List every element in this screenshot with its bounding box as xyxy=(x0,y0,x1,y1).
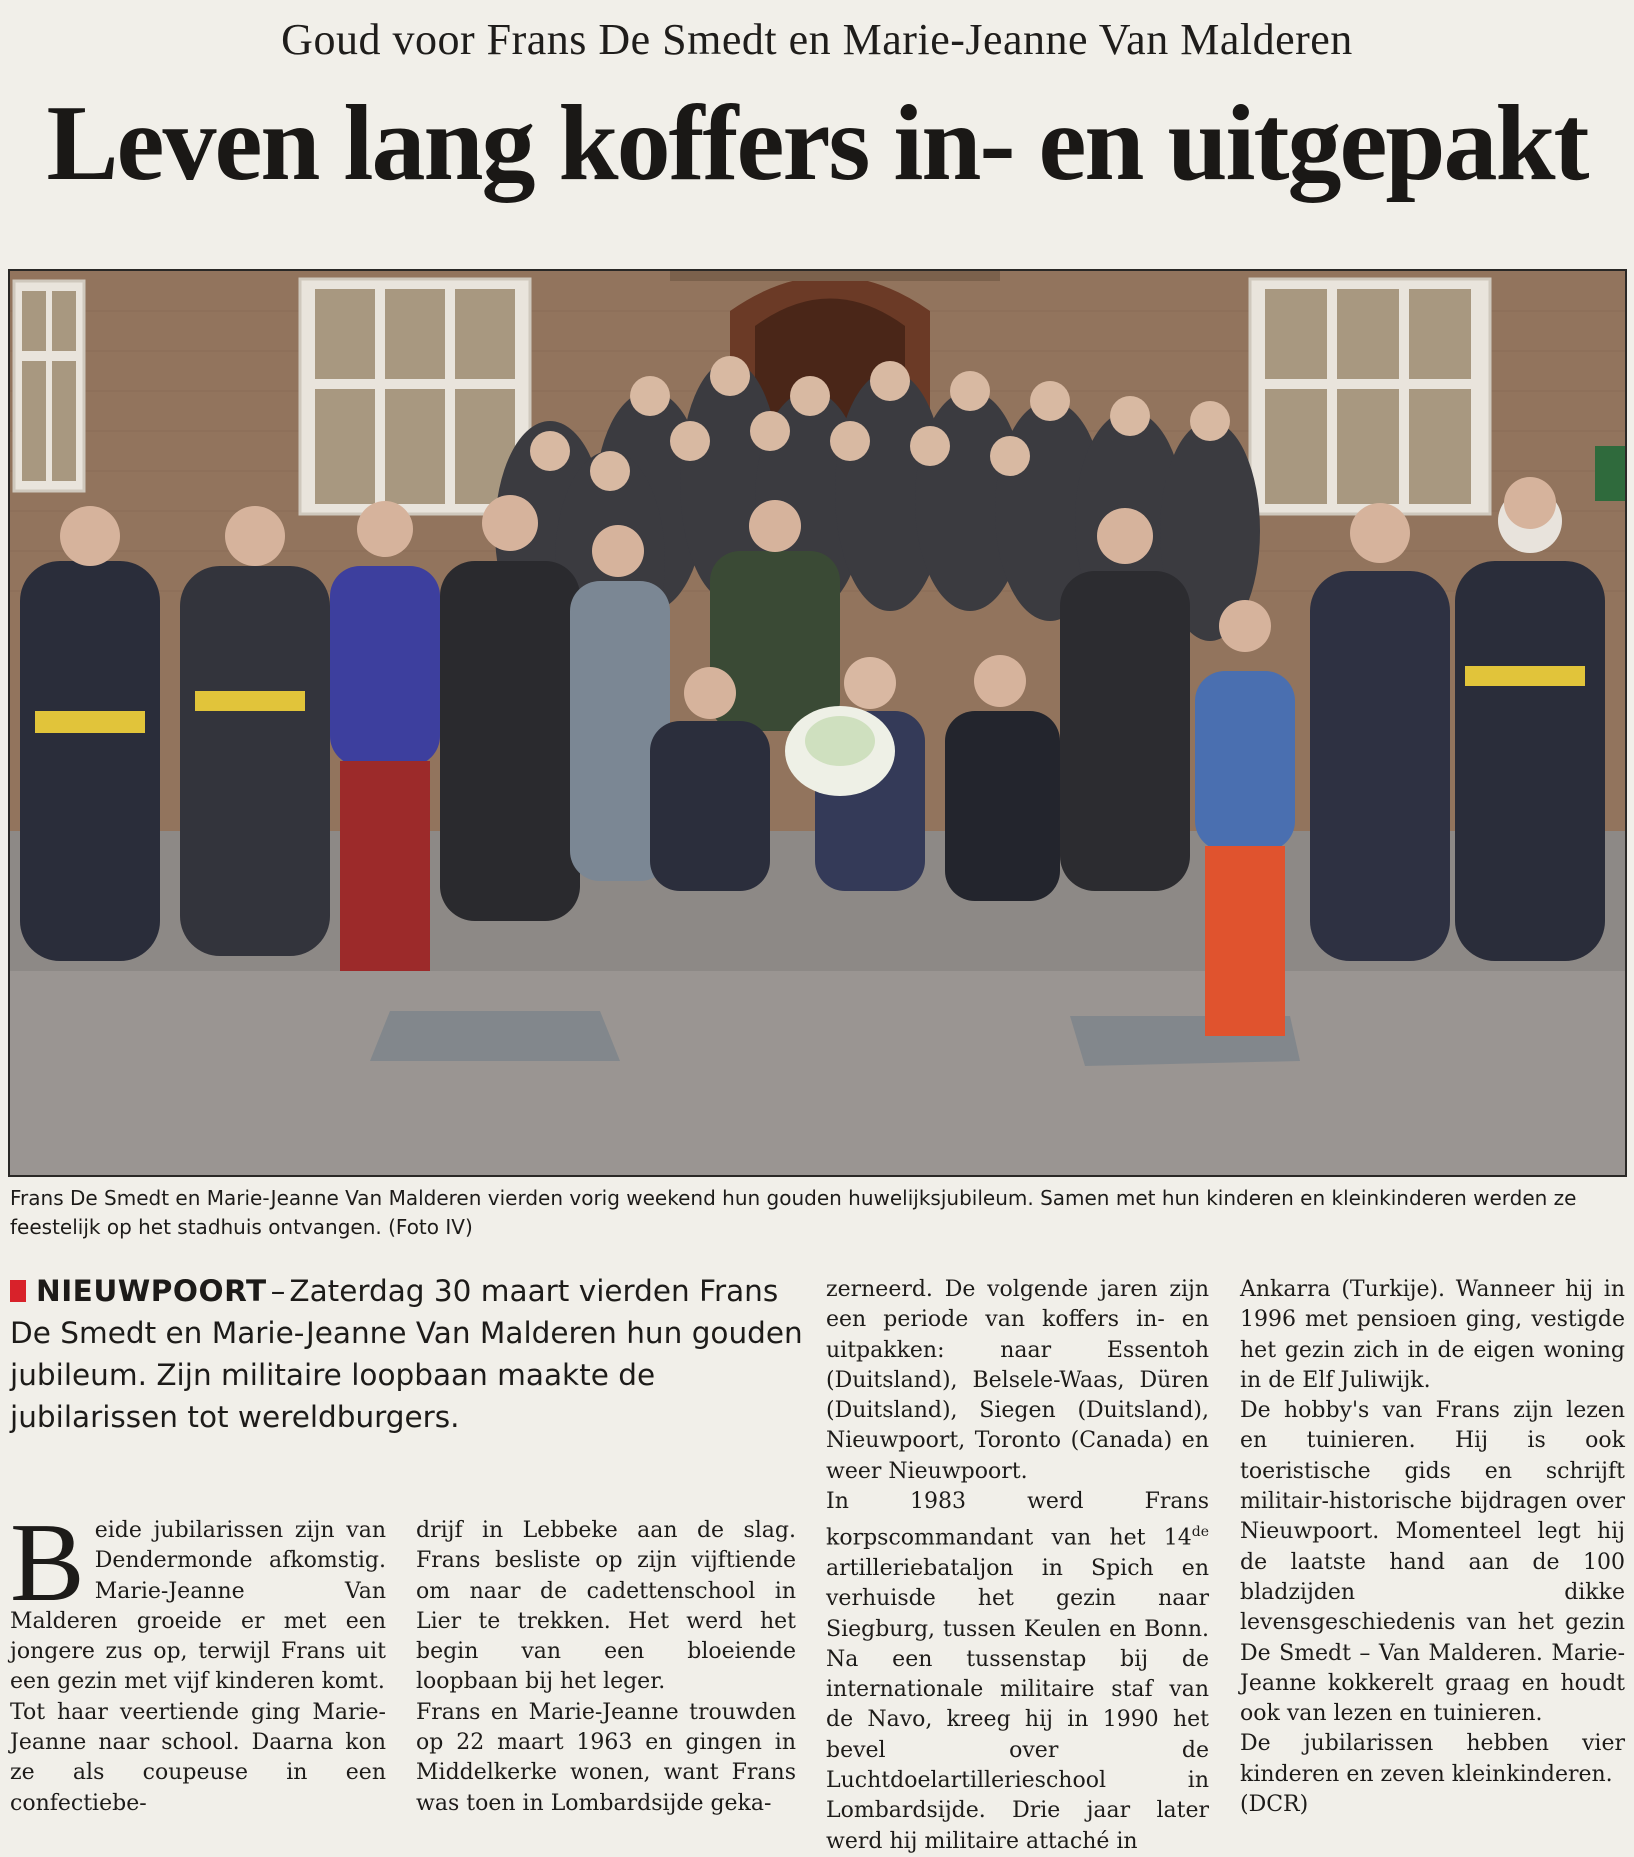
body-paragraph xyxy=(826,1487,1209,1857)
article-column-2 xyxy=(416,1516,796,1819)
body-paragraph: drijf in Lebbeke aan de slag. Frans besliste op zijn vijftiende om naar de cadettenschool in Lier te trekken. Het werd het begin van een bloeiende loopbaan bij het leger. xyxy=(416,1518,796,1695)
kicker-subheading: Goud voor Frans De Smedt en Marie-Jeanne Van Malderen xyxy=(281,15,1353,64)
photo-caption: Frans De Smedt en Marie-Jeanne Van Malderen vierden vorig weekend hun gouden huwelijksjubileum. Samen met hun kinderen en kleinkinderen werden ze feestelijk op het stadhuis ontvangen. (Foto IV) xyxy=(10,1186,1577,1239)
article-column-1 xyxy=(10,1501,386,1819)
body-text: In 1983 werd Frans korpscommandant van het 14 xyxy=(826,1489,1209,1551)
body-paragraph: zerneerd. De volgende jaren zijn een periode van koffers in- en uitpakken: naar Essentoh (Duitsland), Belsele-Waas, Düren (Duitsland), Siegen (Duitsland), Nieuwpoort, Toronto (Canada) en weer Nieuwpoort. xyxy=(826,1277,1209,1484)
body-paragraph: Frans en Marie-Jeanne trouwden op 22 maart 1963 en gingen in Middelkerke wonen, want Frans was toen in Lombardsijde geka- xyxy=(416,1699,796,1816)
section-marker-icon xyxy=(10,1280,26,1302)
body-paragraph: De jubilarissen hebben vier kinderen en zeven kleinkinderen. xyxy=(1240,1731,1625,1787)
dateline: NIEUWPOORT xyxy=(36,1274,267,1308)
byline: (DCR) xyxy=(1240,1792,1309,1818)
body-paragraph: Tot haar veertiende ging Marie-Jeanne naar school. Daarna kon ze als coupeuse in een confectiebe- xyxy=(10,1699,386,1816)
body-paragraph: Ankarra (Turkije). Wanneer hij in 1996 met pensioen ging, vestigde het gezin zich in de eigen woning in de Elf Juliwijk. xyxy=(1240,1277,1625,1393)
body-paragraph: De hobby's van Frans zijn lezen en tuinieren. Hij is ook toeristische gids en schrijft militair-historische bijdragen over Nieuwpoort. Momenteel legt hij de laatste hand aan de 100 bladzijden dikke levensgeschiedenis van het gezin De Smedt – Van Malderen. Marie-Jeanne kokkerelt graag en houdt ook van lezen en tuinieren. xyxy=(1240,1398,1625,1727)
body-paragraph xyxy=(10,1501,386,1698)
body-text: artilleriebataljon in Spich en verhuisde het gezin naar Siegburg, tussen Keulen en Bonn. Na een tussenstap bij de internationale militaire staf van de Navo, kreeg hij in 1990 het bevel over de Luchtdoelartillerieschool in Lombardsijde. Drie jaar later werd hij militaire attaché in xyxy=(826,1556,1209,1854)
article-column-3 xyxy=(826,1275,1209,1857)
lede-paragraph xyxy=(10,1270,810,1438)
ordinal-superscript: de xyxy=(1191,1524,1209,1541)
group-photo-illustration xyxy=(10,271,1625,1175)
lede-text: Zaterdag 30 maart vierden Frans De Smedt en Marie-Jeanne Van Malderen hun gouden jubileum. Zijn militaire loopbaan maakte de jubilarissen tot wereldburgers. xyxy=(10,1274,803,1434)
group-photo xyxy=(8,269,1627,1177)
headline: Leven lang koffers in- en uitgepakt xyxy=(46,84,1588,203)
dateline-separator: – xyxy=(270,1274,286,1308)
drop-cap: B xyxy=(10,1501,85,1625)
article-column-4 xyxy=(1240,1275,1625,1820)
body-text: eide jubilarissen zijn van Dendermonde afkomstig. Marie-Jeanne Van Malderen groeide er met een jongere zus op, terwijl Frans uit een gezin met vijf kinderen komt. xyxy=(10,1518,386,1695)
